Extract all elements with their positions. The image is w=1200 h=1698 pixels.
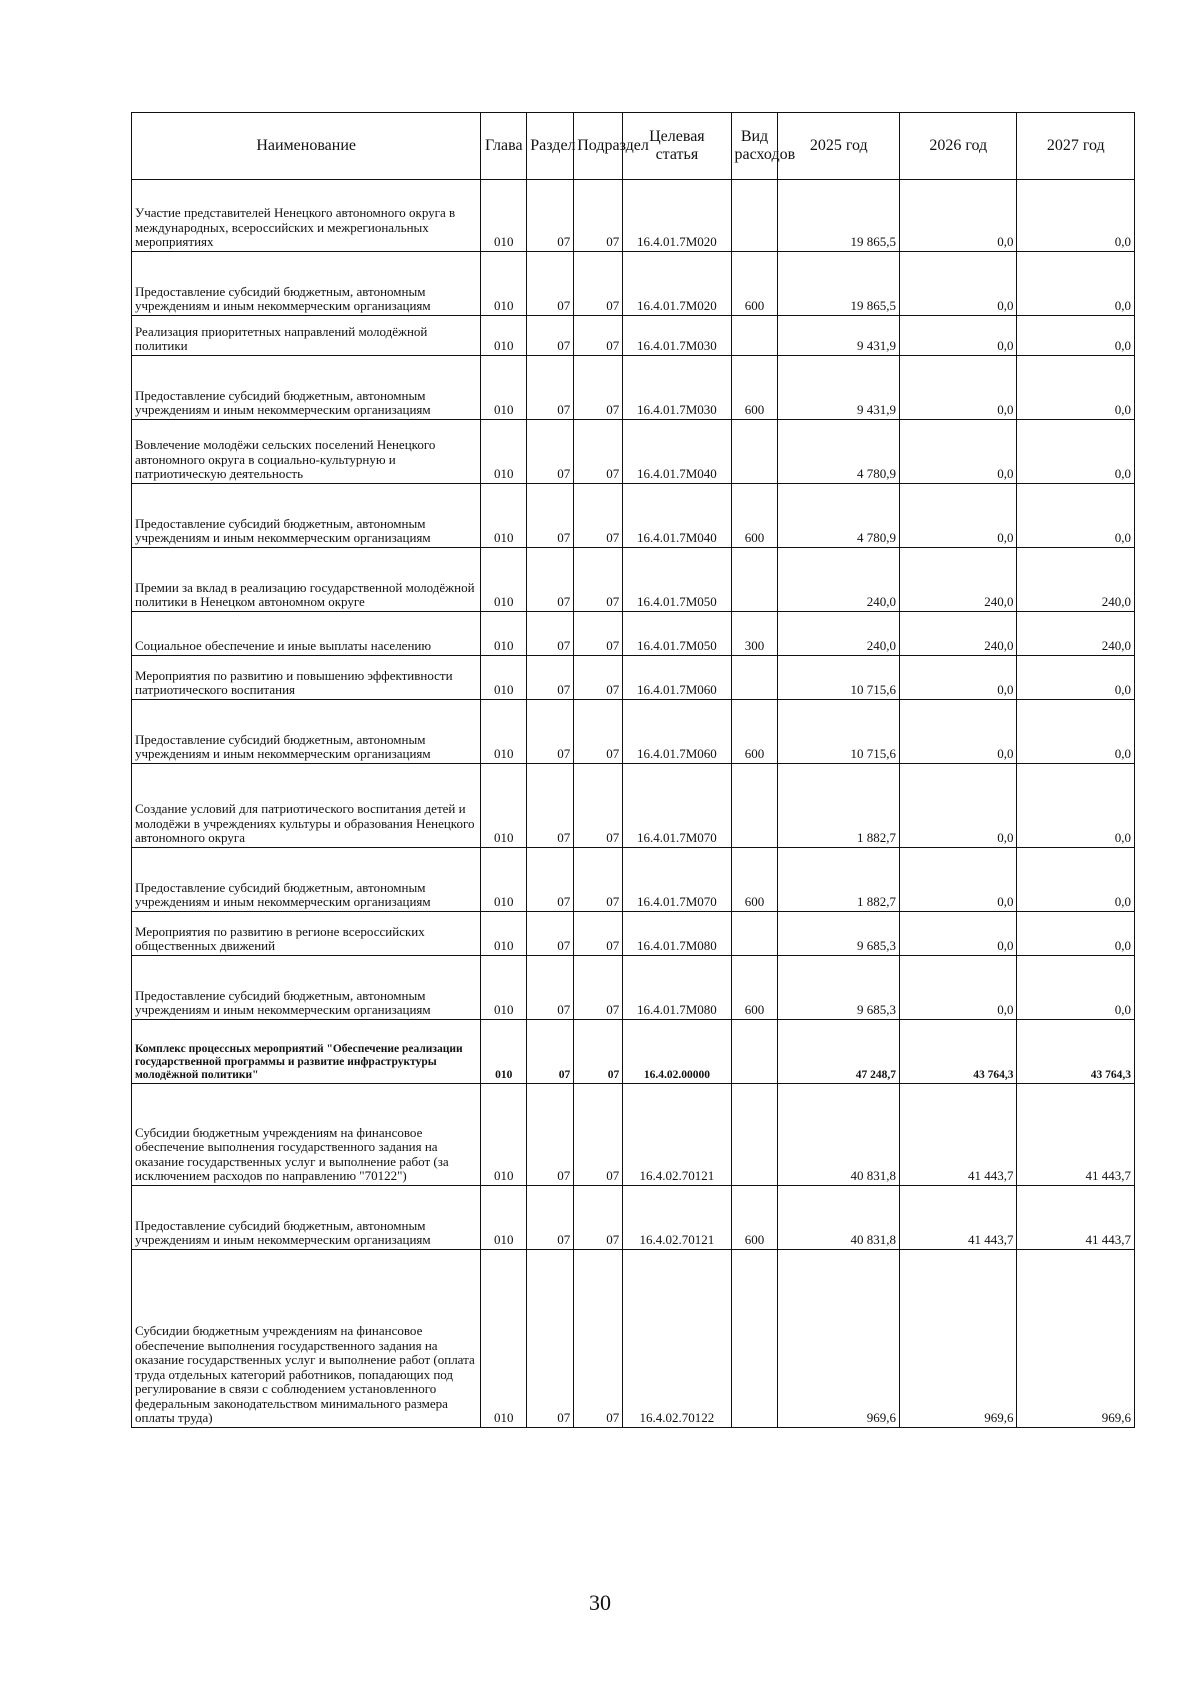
row-razdel: 07	[527, 956, 574, 1020]
row-glava: 010	[481, 252, 527, 316]
row-podrazdel: 07	[574, 316, 623, 356]
row-2026: 41 443,7	[900, 1084, 1017, 1186]
row-glava: 010	[481, 656, 527, 700]
row-2025: 19 865,5	[778, 252, 900, 316]
table-row	[132, 1250, 1135, 1428]
table-row	[132, 1084, 1135, 1186]
row-2026: 969,6	[900, 1250, 1017, 1428]
row-razdel: 07	[527, 252, 574, 316]
row-2025: 10 715,6	[778, 656, 900, 700]
row-2026: 240,0	[900, 548, 1017, 612]
row-2025: 40 831,8	[778, 1186, 900, 1250]
row-podrazdel: 07	[574, 612, 623, 656]
table-row	[132, 180, 1135, 252]
table-row	[132, 612, 1135, 656]
row-2027: 0,0	[1017, 356, 1135, 420]
header-razdel: Раздел	[527, 113, 574, 180]
row-podrazdel: 07	[574, 1020, 623, 1084]
row-celevaya: 16.4.01.7М060	[623, 656, 731, 700]
row-podrazdel: 07	[574, 420, 623, 484]
row-2025: 9 685,3	[778, 912, 900, 956]
row-2026: 0,0	[900, 764, 1017, 848]
row-vid	[731, 764, 778, 848]
row-2026: 0,0	[900, 252, 1017, 316]
row-2027: 0,0	[1017, 912, 1135, 956]
row-2026: 240,0	[900, 612, 1017, 656]
row-2027: 43 764,3	[1017, 1020, 1135, 1084]
row-podrazdel: 07	[574, 1186, 623, 1250]
header-podrazdel: Подраздел	[574, 113, 623, 180]
row-celevaya: 16.4.01.7М020	[623, 252, 731, 316]
row-2026: 0,0	[900, 484, 1017, 548]
table-header-row	[132, 113, 1135, 180]
row-2026: 0,0	[900, 420, 1017, 484]
table-body	[132, 180, 1135, 1428]
row-name: Премии за вклад в реализацию государственной молодёжной политики в Ненецком автономном округе	[132, 548, 481, 612]
row-name: Предоставление субсидий бюджетным, автономным учреждениям и иным некоммерческим организациям	[132, 1186, 481, 1250]
row-celevaya: 16.4.01.7М040	[623, 420, 731, 484]
row-2027: 969,6	[1017, 1250, 1135, 1428]
header-name: Наименование	[132, 113, 481, 180]
row-name: Предоставление субсидий бюджетным, автономным учреждениям и иным некоммерческим организациям	[132, 252, 481, 316]
row-name: Комплекс процессных мероприятий "Обеспечение реализации государственной программы и развитие инфраструктуры молодёжной политики"	[132, 1020, 481, 1084]
row-2025: 969,6	[778, 1250, 900, 1428]
row-2027: 0,0	[1017, 420, 1135, 484]
row-razdel: 07	[527, 656, 574, 700]
row-celevaya: 16.4.01.7М060	[623, 700, 731, 764]
row-podrazdel: 07	[574, 180, 623, 252]
row-glava: 010	[481, 548, 527, 612]
row-glava: 010	[481, 180, 527, 252]
table-row	[132, 356, 1135, 420]
row-name: Социальное обеспечение и иные выплаты населению	[132, 612, 481, 656]
row-vid	[731, 316, 778, 356]
row-2025: 9 431,9	[778, 356, 900, 420]
row-vid	[731, 180, 778, 252]
row-2025: 19 865,5	[778, 180, 900, 252]
row-2026: 0,0	[900, 912, 1017, 956]
row-2025: 10 715,6	[778, 700, 900, 764]
row-vid	[731, 548, 778, 612]
table-row	[132, 764, 1135, 848]
row-2026: 0,0	[900, 956, 1017, 1020]
row-vid: 600	[731, 700, 778, 764]
row-podrazdel: 07	[574, 356, 623, 420]
row-2027: 0,0	[1017, 848, 1135, 912]
row-celevaya: 16.4.01.7М070	[623, 848, 731, 912]
row-razdel: 07	[527, 912, 574, 956]
row-razdel: 07	[527, 484, 574, 548]
row-name: Предоставление субсидий бюджетным, автономным учреждениям и иным некоммерческим организациям	[132, 356, 481, 420]
row-podrazdel: 07	[574, 656, 623, 700]
row-celevaya: 16.4.02.00000	[623, 1020, 731, 1084]
row-2026: 0,0	[900, 848, 1017, 912]
row-celevaya: 16.4.02.70122	[623, 1250, 731, 1428]
row-celevaya: 16.4.01.7М070	[623, 764, 731, 848]
table-row	[132, 656, 1135, 700]
table-row	[132, 912, 1135, 956]
row-2026: 41 443,7	[900, 1186, 1017, 1250]
row-celevaya: 16.4.01.7М050	[623, 548, 731, 612]
header-vid: Вид расходов	[731, 113, 778, 180]
row-razdel: 07	[527, 764, 574, 848]
row-vid: 600	[731, 252, 778, 316]
row-2025: 240,0	[778, 548, 900, 612]
table-row	[132, 484, 1135, 548]
header-glava: Глава	[481, 113, 527, 180]
row-2027: 0,0	[1017, 316, 1135, 356]
row-vid	[731, 1084, 778, 1186]
row-podrazdel: 07	[574, 252, 623, 316]
row-glava: 010	[481, 1084, 527, 1186]
row-glava: 010	[481, 1020, 527, 1084]
row-glava: 010	[481, 1250, 527, 1428]
row-razdel: 07	[527, 1084, 574, 1186]
row-2027: 0,0	[1017, 252, 1135, 316]
row-glava: 010	[481, 612, 527, 656]
row-vid	[731, 912, 778, 956]
row-vid	[731, 1250, 778, 1428]
row-razdel: 07	[527, 316, 574, 356]
row-podrazdel: 07	[574, 1084, 623, 1186]
row-name: Предоставление субсидий бюджетным, автономным учреждениям и иным некоммерческим организациям	[132, 848, 481, 912]
row-2027: 0,0	[1017, 484, 1135, 548]
row-glava: 010	[481, 1186, 527, 1250]
row-2025: 40 831,8	[778, 1084, 900, 1186]
row-2026: 0,0	[900, 356, 1017, 420]
row-name: Предоставление субсидий бюджетным, автономным учреждениям и иным некоммерческим организациям	[132, 484, 481, 548]
row-glava: 010	[481, 484, 527, 548]
row-2026: 0,0	[900, 656, 1017, 700]
row-podrazdel: 07	[574, 484, 623, 548]
row-2026: 0,0	[900, 700, 1017, 764]
row-name: Субсидии бюджетным учреждениям на финансовое обеспечение выполнения государственного задания на оказание государственных услуг и выполнение работ (оплата труда отдельных категорий работников, попадающих под регулирование в связи с соблюдением установленного федеральным законодательством минимального размера оплаты труда)	[132, 1250, 481, 1428]
row-name: Предоставление субсидий бюджетным, автономным учреждениям и иным некоммерческим организациям	[132, 956, 481, 1020]
page-number: 30	[589, 1590, 611, 1615]
row-celevaya: 16.4.01.7М080	[623, 912, 731, 956]
row-vid: 300	[731, 612, 778, 656]
row-vid	[731, 656, 778, 700]
row-podrazdel: 07	[574, 700, 623, 764]
row-2026: 43 764,3	[900, 1020, 1017, 1084]
row-vid: 600	[731, 848, 778, 912]
budget-table-container	[131, 112, 1135, 1428]
header-2026: 2026 год	[900, 113, 1017, 180]
row-glava: 010	[481, 912, 527, 956]
row-2025: 1 882,7	[778, 764, 900, 848]
row-2025: 47 248,7	[778, 1020, 900, 1084]
row-glava: 010	[481, 420, 527, 484]
row-podrazdel: 07	[574, 848, 623, 912]
row-podrazdel: 07	[574, 764, 623, 848]
row-2027: 41 443,7	[1017, 1084, 1135, 1186]
header-celevaya: Целевая статья	[623, 113, 731, 180]
table-row	[132, 420, 1135, 484]
row-2025: 9 431,9	[778, 316, 900, 356]
row-2027: 0,0	[1017, 956, 1135, 1020]
row-name: Мероприятия по развитию в регионе всероссийских общественных движений	[132, 912, 481, 956]
row-celevaya: 16.4.02.70121	[623, 1186, 731, 1250]
row-name: Реализация приоритетных направлений молодёжной политики	[132, 316, 481, 356]
table-row	[132, 700, 1135, 764]
row-2027: 0,0	[1017, 764, 1135, 848]
row-razdel: 07	[527, 356, 574, 420]
row-razdel: 07	[527, 612, 574, 656]
row-2026: 0,0	[900, 316, 1017, 356]
table-row	[132, 548, 1135, 612]
table-row	[132, 956, 1135, 1020]
table-row	[132, 848, 1135, 912]
row-vid: 600	[731, 356, 778, 420]
row-podrazdel: 07	[574, 548, 623, 612]
row-2026: 0,0	[900, 180, 1017, 252]
row-razdel: 07	[527, 1020, 574, 1084]
row-name: Субсидии бюджетным учреждениям на финансовое обеспечение выполнения государственного задания на оказание государственных услуг и выполнение работ (за исключением расходов по направлению "70122")	[132, 1084, 481, 1186]
row-celevaya: 16.4.01.7М020	[623, 180, 731, 252]
row-podrazdel: 07	[574, 956, 623, 1020]
row-name: Мероприятия по развитию и повышению эффективности патриотического воспитания	[132, 656, 481, 700]
row-razdel: 07	[527, 1250, 574, 1428]
row-2025: 1 882,7	[778, 848, 900, 912]
row-celevaya: 16.4.01.7М080	[623, 956, 731, 1020]
row-name: Вовлечение молодёжи сельских поселений Ненецкого автономного округа в социально-культурную и патриотическую деятельность	[132, 420, 481, 484]
row-2025: 9 685,3	[778, 956, 900, 1020]
row-2027: 0,0	[1017, 700, 1135, 764]
row-razdel: 07	[527, 548, 574, 612]
row-2025: 4 780,9	[778, 484, 900, 548]
row-vid: 600	[731, 484, 778, 548]
row-2027: 41 443,7	[1017, 1186, 1135, 1250]
row-razdel: 07	[527, 1186, 574, 1250]
row-razdel: 07	[527, 180, 574, 252]
row-celevaya: 16.4.01.7М040	[623, 484, 731, 548]
row-celevaya: 16.4.01.7М030	[623, 316, 731, 356]
row-razdel: 07	[527, 420, 574, 484]
row-2027: 240,0	[1017, 548, 1135, 612]
table-row	[132, 1020, 1135, 1084]
row-celevaya: 16.4.01.7М030	[623, 356, 731, 420]
row-glava: 010	[481, 764, 527, 848]
table-row	[132, 252, 1135, 316]
row-razdel: 07	[527, 700, 574, 764]
row-glava: 010	[481, 316, 527, 356]
table-row	[132, 1186, 1135, 1250]
row-name: Создание условий для патриотического воспитания детей и молодёжи в учреждениях культуры и образования Ненецкого автономного округа	[132, 764, 481, 848]
row-vid: 600	[731, 956, 778, 1020]
budget-table	[131, 112, 1135, 1428]
row-glava: 010	[481, 700, 527, 764]
row-vid	[731, 420, 778, 484]
row-glava: 010	[481, 956, 527, 1020]
row-podrazdel: 07	[574, 1250, 623, 1428]
row-glava: 010	[481, 356, 527, 420]
row-2025: 4 780,9	[778, 420, 900, 484]
row-vid: 600	[731, 1186, 778, 1250]
row-2027: 0,0	[1017, 180, 1135, 252]
row-2027: 240,0	[1017, 612, 1135, 656]
row-razdel: 07	[527, 848, 574, 912]
row-name: Участие представителей Ненецкого автономного округа в международных, всероссийских и межрегиональных мероприятиях	[132, 180, 481, 252]
row-glava: 010	[481, 848, 527, 912]
row-2025: 240,0	[778, 612, 900, 656]
row-name: Предоставление субсидий бюджетным, автономным учреждениям и иным некоммерческим организациям	[132, 700, 481, 764]
header-2025: 2025 год	[778, 113, 900, 180]
table-row	[132, 316, 1135, 356]
row-celevaya: 16.4.01.7М050	[623, 612, 731, 656]
row-2027: 0,0	[1017, 656, 1135, 700]
row-podrazdel: 07	[574, 912, 623, 956]
header-2027: 2027 год	[1017, 113, 1135, 180]
row-celevaya: 16.4.02.70121	[623, 1084, 731, 1186]
row-vid	[731, 1020, 778, 1084]
